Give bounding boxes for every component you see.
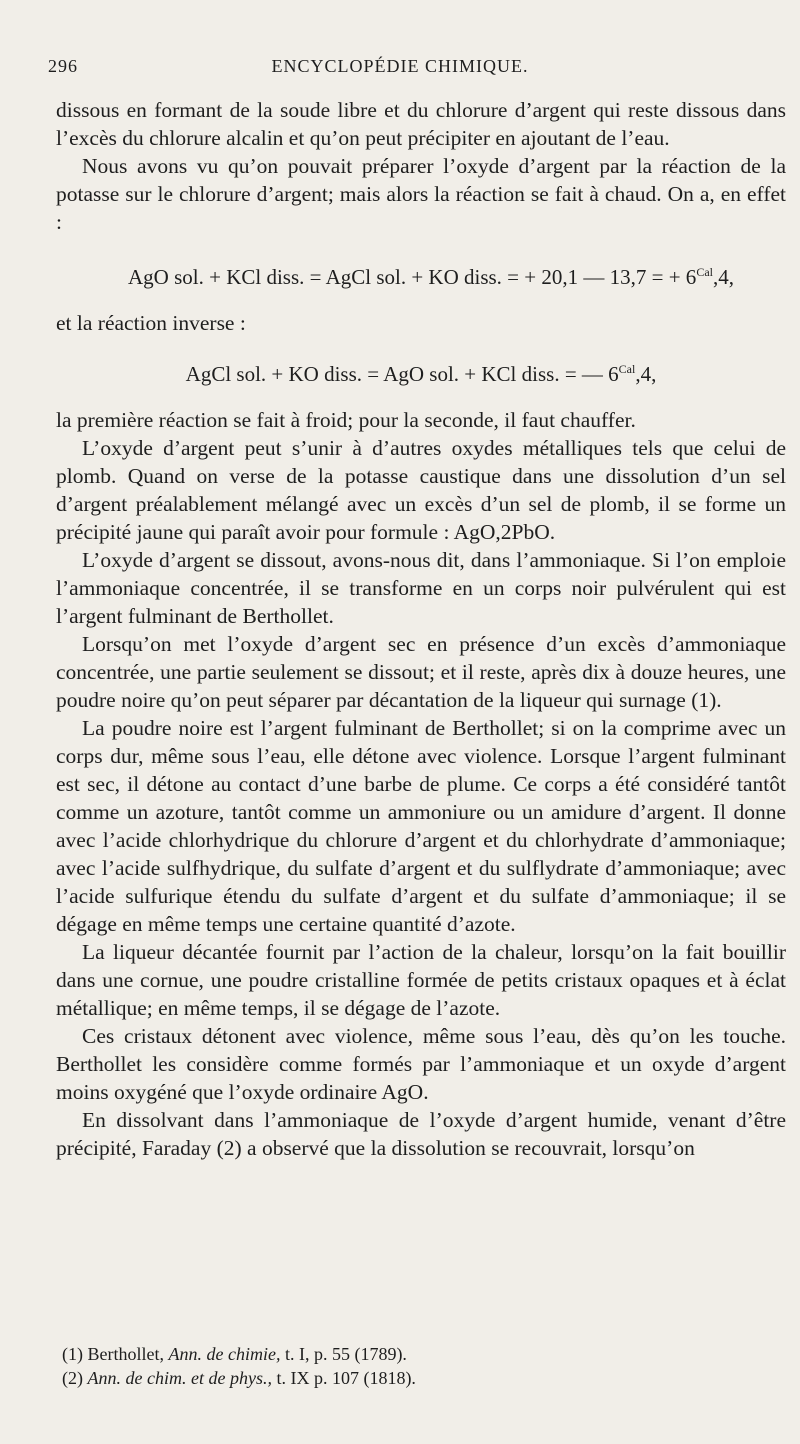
equation-direct xyxy=(56,258,786,291)
paragraph: Ces cristaux détonent avec violence, même sous l’eau, dès qu’on les touche. Berthollet les considère comme formés par l’ammoniaque et un oxyde d’argent moins oxygéné que l’oxyde ordinaire AgO. xyxy=(56,1024,786,1104)
body-text xyxy=(56,96,786,1162)
paragraph: L’oxyde d’argent peut s’unir à d’autres oxydes métalliques tels que celui de plomb. Quand on verse de la potasse caustique dans une dissolution d’un sel d’argent préalablement mélangé avec un excès d’un sel de plomb, il se forme un précipité jaune qui paraît avoir pour formule : AgO,2PbO. xyxy=(56,436,786,544)
footnote-rest: t. I, p. 55 (1789). xyxy=(284,1344,407,1364)
footnote-mark: (2) xyxy=(62,1368,83,1388)
paragraph: La poudre noire est l’argent fulminant de Berthollet; si on la comprime avec un corps dur, même sous l’eau, elle détone avec violence. Lorsque l’argent fulminant est sec, il détone au contact d’une barbe de plume. Ce corps a été considéré tantôt comme un azoture, tantôt comme un ammoniure ou un amidure d’argent. Il donne avec l’acide chlorhydrique du chlorure d’argent et du chlorhydrate d’ammoniaque; avec l’acide sulfhydrique, du sulfate d’argent et du sulflydrate d’ammoniaque; avec l’acide sulfurique étendu du sulfate d’argent et du sulfate d’ammoniaque; il se dégage en même temps une certaine quantité d’azote. xyxy=(56,716,786,936)
footnote xyxy=(62,1366,762,1390)
paragraph: et la réaction inverse : xyxy=(56,311,246,335)
equation-text: AgCl sol. + KO diss. = AgO sol. + KCl diss. = — 6 xyxy=(185,362,619,386)
page-number: 296 xyxy=(48,56,78,76)
paragraph: L’oxyde d’argent se dissout, avons-nous dit, dans l’ammoniaque. Si l’on emploie l’ammoniaque concentrée, il se transforme en un corps noir pulvérulent qui est l’argent fulminant de Berthollet. xyxy=(56,548,786,628)
equation-text: AgO sol. + KCl diss. = AgCl sol. + KO diss. = + 20,1 — 13,7 = + 6 xyxy=(128,265,697,289)
paragraph: la première réaction se fait à froid; pour la seconde, il faut chauffer. xyxy=(56,408,636,432)
equation-unit: Cal xyxy=(696,265,713,279)
footnote-author: Berthollet, xyxy=(87,1344,164,1364)
footnote-source: Ann. de chimie, xyxy=(168,1344,281,1364)
paragraph: La liqueur décantée fournit par l’action de la chaleur, lorsqu’on la fait bouillir dans une cornue, une poudre cristalline formée de petits cristaux opaques et à éclat métallique; en même temps, il se dégage de l’azote. xyxy=(56,940,786,1020)
paragraph: dissous en formant de la soude libre et du chlorure d’argent qui reste dissous dans l’excès du chlorure alcalin et qu’on peut précipiter en ajoutant de l’eau. xyxy=(56,98,786,150)
running-title: ENCYCLOPÉDIE CHIMIQUE. xyxy=(271,56,529,76)
paragraph: Nous avons vu qu’on pouvait préparer l’oxyde d’argent par la réaction de la potasse sur le chlorure d’argent; mais alors la réaction se fait à chaud. On a, en effet : xyxy=(56,154,786,234)
footnote-rest: t. IX p. 107 (1818). xyxy=(276,1368,416,1388)
equation-tail: ,4, xyxy=(712,265,734,289)
footnote-mark: (1) xyxy=(62,1344,83,1364)
footnotes xyxy=(62,1342,762,1390)
equation-tail: ,4, xyxy=(635,362,657,386)
equation-inverse xyxy=(56,355,786,388)
footnote xyxy=(62,1342,762,1366)
equation-unit: Cal xyxy=(618,362,636,376)
footnote-source: Ann. de chim. et de phys., xyxy=(87,1368,272,1388)
paragraph: Lorsqu’on met l’oxyde d’argent sec en présence d’un excès d’ammoniaque concentrée, une partie seulement se dissout; et il reste, après dix à douze heures, une poudre noire qu’on peut séparer par décantation de la liqueur qui surnage (1). xyxy=(56,632,786,712)
paragraph: En dissolvant dans l’ammoniaque de l’oxyde d’argent humide, venant d’être précipité, Faraday (2) a observé que la dissolution se recouvrait, lorsqu’on xyxy=(56,1108,786,1160)
